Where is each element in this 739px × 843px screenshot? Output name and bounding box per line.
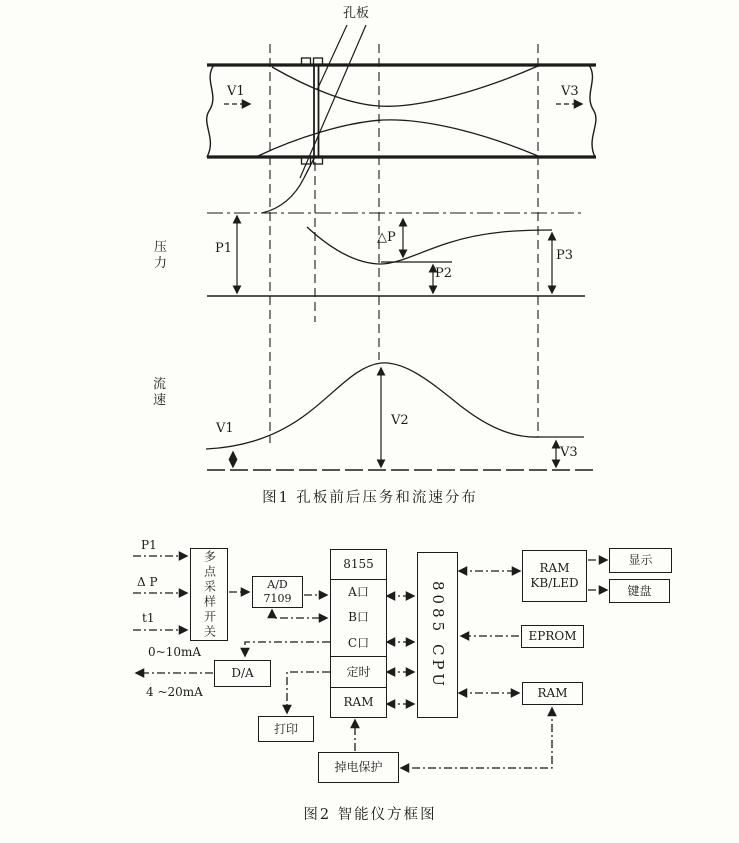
orifice-plate-label: 孔板 bbox=[343, 6, 370, 21]
block-dac: D/A bbox=[214, 660, 271, 687]
figure1-orifice-diagram bbox=[206, 25, 596, 470]
v1-label: V1 bbox=[216, 421, 234, 436]
ramkb-label-line1: RAM bbox=[539, 561, 570, 575]
velocity-axis-label: 流速 bbox=[152, 377, 166, 409]
8155-title: 8155 bbox=[331, 550, 386, 580]
orifice-leader-line bbox=[300, 25, 366, 178]
8155-port-b: B口 bbox=[348, 610, 369, 625]
figure1-caption: 图1 孔板前后压务和流速分布 bbox=[262, 490, 478, 506]
figure2-caption: 图2 智能仪方框图 bbox=[303, 807, 437, 823]
ramkb-label-line2: KB/LED bbox=[530, 576, 579, 590]
pipe-break-left bbox=[207, 65, 214, 157]
input-dp-label: Δ P bbox=[137, 575, 158, 589]
8155-ram-section: RAM bbox=[343, 695, 374, 709]
block-ram-kbled bbox=[522, 550, 587, 602]
delta-p-label: △P bbox=[377, 230, 396, 245]
block-8085-cpu: 8085 CPU bbox=[417, 552, 458, 718]
v3-label: V3 bbox=[560, 445, 578, 460]
8155-timer-section: 定时 bbox=[331, 657, 386, 688]
pipe-break-right bbox=[589, 65, 596, 157]
pressure-axis-label: 压力 bbox=[153, 240, 167, 272]
flow-stream-upper-curve bbox=[272, 66, 538, 106]
block-ram-ext: RAM bbox=[522, 682, 583, 705]
pipe-v3-label: V3 bbox=[561, 84, 579, 99]
block-printer: 打印 bbox=[258, 716, 314, 742]
pressure-curve-downstream bbox=[307, 227, 552, 264]
portb-to-adc-wire bbox=[272, 610, 327, 618]
p1-label: P1 bbox=[215, 241, 233, 256]
p2-label: P2 bbox=[435, 266, 453, 281]
adc-label-line1: A/D bbox=[267, 578, 288, 592]
v2-label: V2 bbox=[391, 413, 409, 428]
velocity-curve bbox=[206, 363, 584, 449]
8155-port-c: C口 bbox=[347, 635, 370, 650]
output-range1-label: 0~10mA bbox=[148, 645, 202, 659]
input-t1-label: t1 bbox=[142, 611, 155, 625]
adc-label-line2: 7109 bbox=[263, 592, 292, 605]
block-8155 bbox=[330, 549, 387, 718]
8155-ports-section bbox=[331, 580, 386, 657]
block-eprom: EPROM bbox=[521, 625, 584, 648]
p3-label: P3 bbox=[556, 248, 574, 263]
block-multipoint-sampler: 多点采样开关 bbox=[190, 548, 228, 641]
input-p1-label: P1 bbox=[141, 538, 157, 552]
timer-to-printer-wire bbox=[287, 672, 330, 713]
pipe-v1-label: V1 bbox=[227, 84, 245, 99]
output-range2-label: 4 ~20mA bbox=[146, 685, 203, 699]
block-power-protect: 掉电保护 bbox=[318, 752, 399, 783]
block-adc-7109 bbox=[252, 576, 303, 608]
block-display: 显示 bbox=[609, 548, 672, 573]
portc-to-dac-wire bbox=[245, 642, 330, 656]
block-keyboard: 键盘 bbox=[609, 579, 670, 603]
flow-stream-lower-curve bbox=[258, 120, 538, 156]
8155-port-a: A口 bbox=[348, 585, 369, 600]
